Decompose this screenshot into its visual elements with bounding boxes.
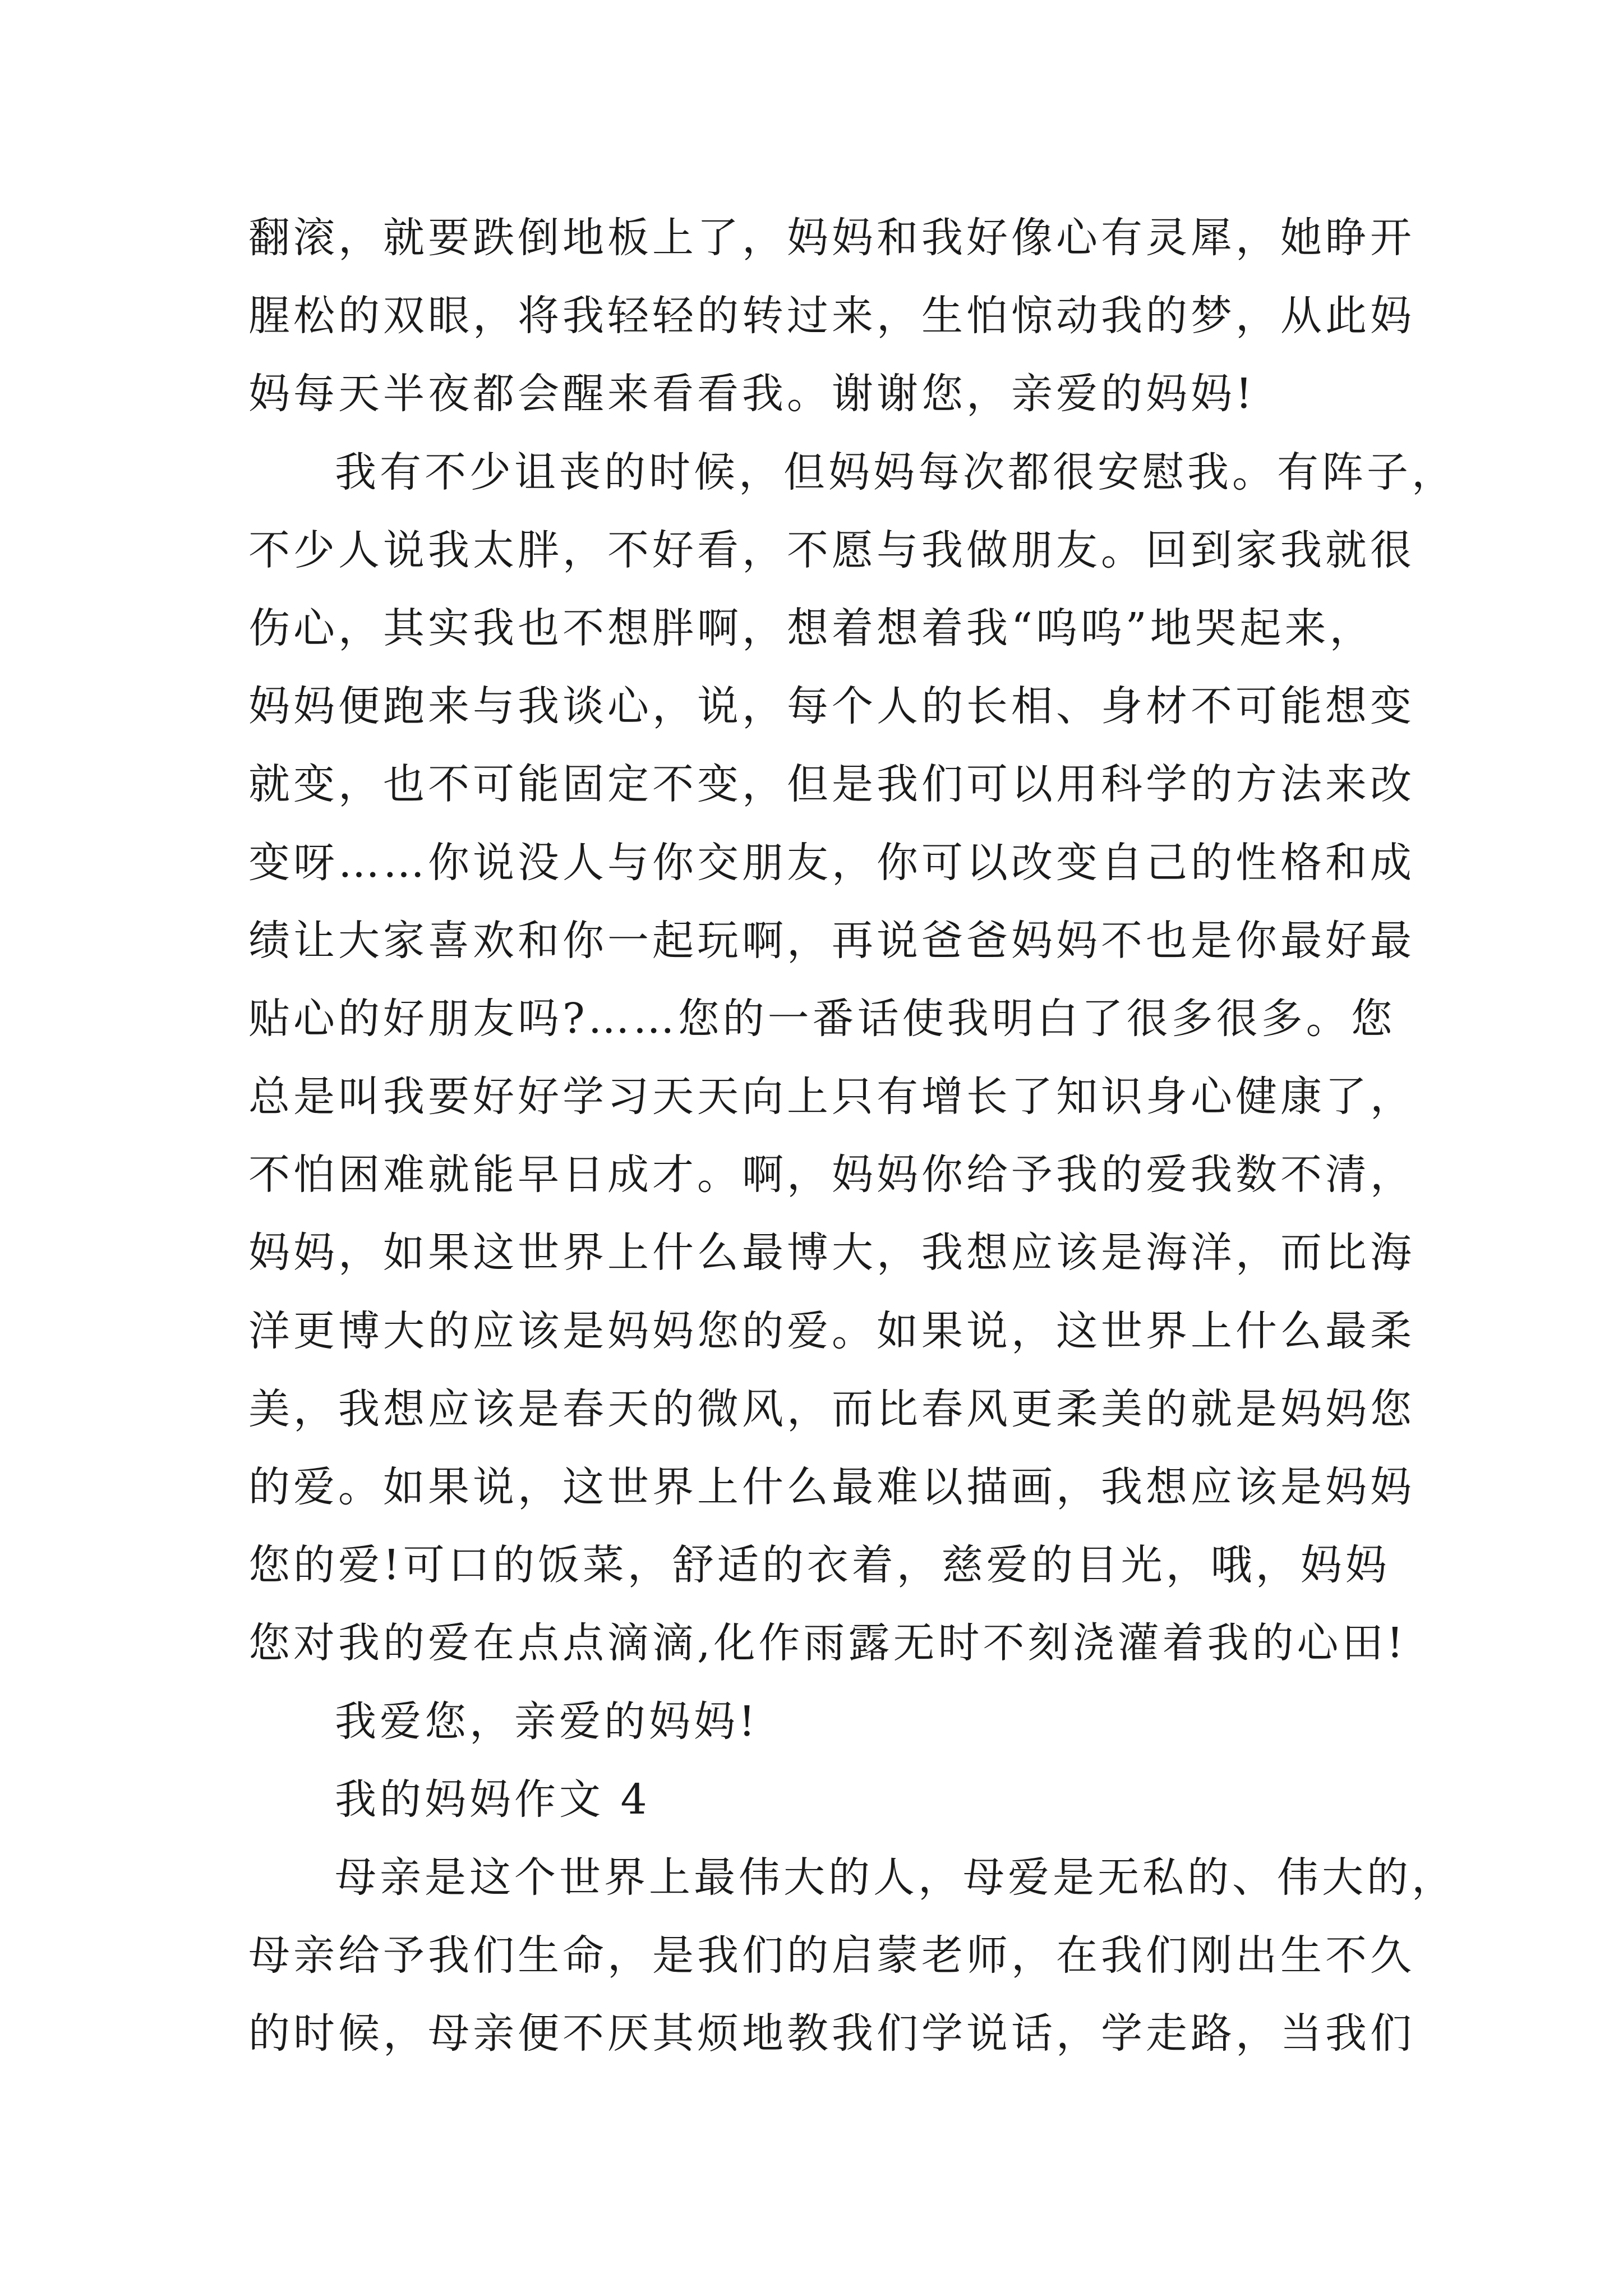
text-line: 伤心，其实我也不想胖啊，想着想着我“呜呜”地哭起来， [248,604,1375,652]
text-line: 洋更博大的应该是妈妈您的爱。如果说，这世界上什么最柔 [248,1306,1415,1355]
text-line: 绩让大家喜欢和你一起玩啊，再说爸爸妈妈不也是你最好最 [248,916,1415,965]
text-line: 贴心的好朋友吗?……您的一番话使我明白了很多很多。您 [248,994,1396,1043]
text-line: 的时候，母亲便不厌其烦地教我们学说话，学走路，当我们 [248,2009,1415,2058]
text-line: 就变，也不可能固定不变，但是我们可以用科学的方法来改 [248,760,1415,809]
paragraph-start-line: 母亲是这个世界上最伟大的人，母爱是无私的、伟大的， [335,1853,1456,1902]
text-line: 妈每天半夜都会醒来看看我。谢谢您，亲爱的妈妈! [248,370,1256,418]
text-line: 您的爱!可口的饭菜，舒适的衣着，慈爱的目光，哦，妈妈 [248,1541,1390,1590]
text-line: 变呀……你说没人与你交朋友，你可以改变自己的性格和成 [248,838,1415,887]
text-line: 总是叫我要好好学习天天向上只有增长了知识身心健康了， [248,1073,1415,1121]
text-line: 翻滚，就要跌倒地板上了，妈妈和我好像心有灵犀，她睁开 [248,214,1415,262]
paragraph-start-line: 我有不少诅丧的时候，但妈妈每次都很安慰我。有阵子， [335,448,1456,496]
section-heading: 我的妈妈作文 4 [335,1775,651,1824]
text-line: 妈妈便跑来与我谈心，说，每个人的长相、身材不可能想变 [248,682,1415,731]
text-line: 母亲给予我们生命，是我们的启蒙老师，在我们刚出生不久 [248,1931,1415,1980]
text-line: 不怕困难就能早日成才。啊，妈妈你给予我的爱我数不清， [248,1151,1415,1199]
text-line: 您对我的爱在点点滴滴,化作雨露无时不刻浇灌着我的心田! [248,1619,1407,1668]
text-line: 腥松的双眼，将我轻轻的转过来，生怕惊动我的梦，从此妈 [248,292,1415,341]
text-line: 美，我想应该是春天的微风，而比春风更柔美的就是妈妈您 [248,1384,1415,1433]
document-body [248,199,1456,2073]
text-line: 不少人说我太胖，不好看，不愿与我做朋友。回到家我就很 [248,526,1415,574]
text-line: 的爱。如果说，这世界上什么最难以描画，我想应该是妈妈 [248,1463,1415,1511]
paragraph-start-line: 我爱您，亲爱的妈妈! [335,1697,759,1746]
text-line: 妈妈，如果这世界上什么最博大，我想应该是海洋，而比海 [248,1228,1415,1277]
